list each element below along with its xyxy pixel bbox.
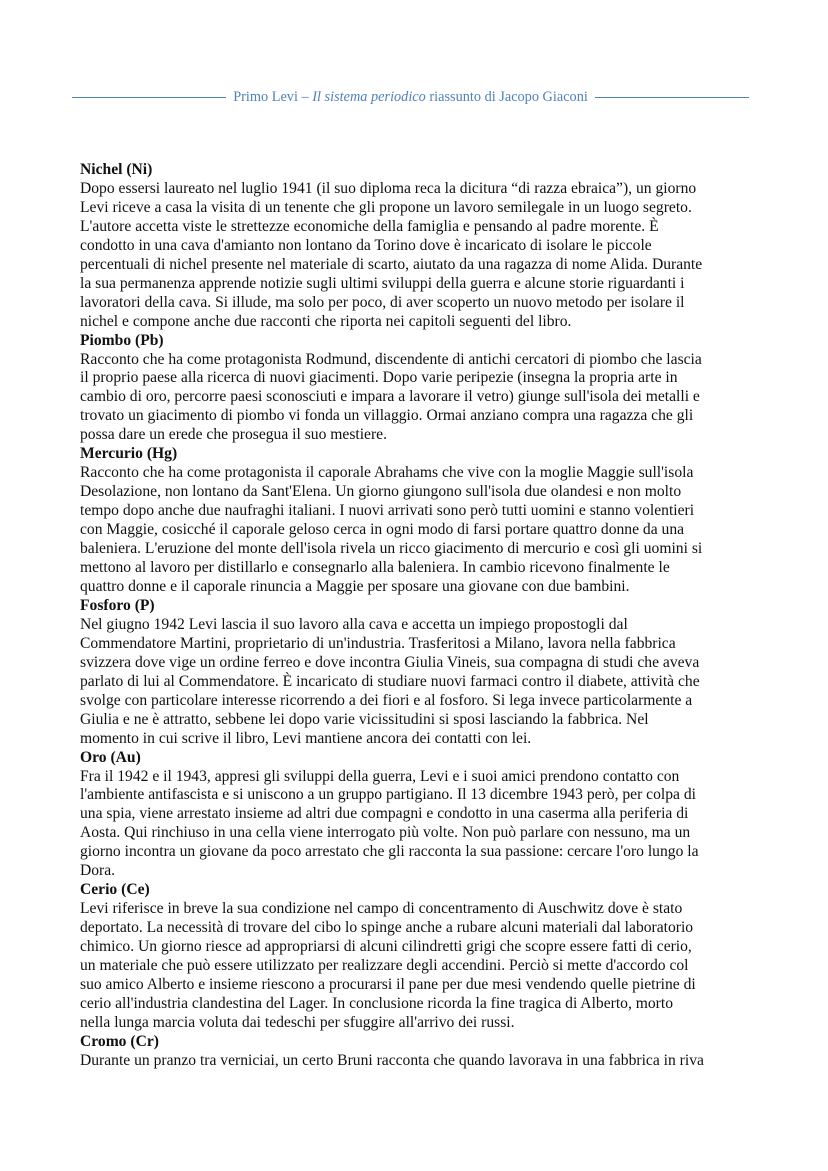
paragraph-line: chimico. Un giorno riesce ad appropriarsi di alcuni cilindretti grigi che scopre essere fatti di cerio, — [80, 938, 692, 956]
paragraph-line: momento in cui scrive il libro, Levi mantiene ancora dei contatti con lei. — [80, 729, 532, 747]
paragraph-line: Fra il 1942 e il 1943, appresi gli sviluppi della guerra, Levi e i suoi amici prendono contatto con — [80, 767, 680, 785]
header-rule-right — [595, 97, 749, 98]
chapter-heading: Fosforo (P) — [80, 596, 155, 614]
paragraph-line: condotto in una cava d'amianto non lontano da Torino dove è incaricato di isolare le piccole — [80, 236, 652, 254]
paragraph-line: mettono al lavoro per distillarlo e consegnarlo alla baleniera. In cambio ricevono finalmente le — [80, 559, 670, 577]
header-rule-left — [72, 97, 226, 98]
paragraph-line: trovato un giacimento di piombo vi fonda un villaggio. Ormai anziano compra una ragazza che gli — [80, 407, 694, 425]
paragraph-line: un materiale che può essere utilizzato per realizzare degli accendini. Perciò si mette d'accordo col — [80, 957, 689, 975]
paragraph-line: lavoratori della cava. Si illude, ma solo per poco, di aver scoperto un nuovo metodo per isolare il — [80, 293, 685, 311]
paragraph-line: Dora. — [80, 862, 116, 880]
paragraph-line: Racconto che ha come protagonista il caporale Abrahams che vive con la moglie Maggie sull'isola — [80, 464, 694, 482]
paragraph-line: giorno incontra un giovane da poco arrestato che gli racconta la sua passione: cercare l'oro lungo la — [80, 843, 699, 861]
chapter-section — [80, 1033, 760, 1071]
paragraph-line: cambio di oro, percorre paesi sconosciuti e impara a lavorare il vetro) giunge sull'isola dei metalli e — [80, 388, 700, 406]
paragraph-line: parlato di lui al Commendatore. È incaricato di studiare nuovi farmaci contro il diabete, attività che — [80, 672, 700, 690]
paragraph-line: Giulia e ne è attratto, sebbene lei dopo varie vicissitudini si sposi lasciando la fabbrica. Nel — [80, 710, 649, 728]
paragraph-line: Racconto che ha come protagonista Rodmund, discendente di antichi cercatori di piombo che lascia — [80, 350, 702, 368]
paragraph-line: tempo dopo anche due naufraghi italiani. I nuovi arrivati sono però tutti uomini e stanno volentieri — [80, 502, 695, 520]
chapter-section — [80, 332, 760, 446]
paragraph-line: nichel e compone anche due racconti che riporta nei capitoli seguenti del libro. — [80, 312, 572, 330]
header-author: Primo Levi – — [233, 89, 313, 105]
paragraph-line: Levi riceve a casa la visita di un tenente che gli propone un lavoro semilegale in un luogo segreto. — [80, 198, 692, 216]
header-book-title: Il sistema periodico — [312, 89, 426, 105]
paragraph-line: Levi riferisce in breve la sua condizione nel campo di concentramento di Auschwitz dove è stato — [80, 900, 683, 918]
paragraph-line: svizzera dove vige un ordine ferreo e dove incontra Giulia Vineis, sua compagna di studi che aveva — [80, 653, 700, 671]
running-header — [72, 89, 749, 106]
paragraph-line: Nel giugno 1942 Levi lascia il suo lavoro alla cava e accetta un impiego propostogli dal — [80, 615, 628, 633]
paragraph-line: percentuali di nichel presente nel materiale di scarto, aiutato da una ragazza di nome Alida. Durante — [80, 255, 703, 273]
chapter-section — [80, 881, 760, 1033]
chapter-heading: Cromo (Cr) — [80, 1032, 159, 1050]
paragraph-line: il proprio paese alla ricerca di nuovi giacimenti. Dopo varie peripezie (insegna la propria arte in — [80, 369, 678, 387]
paragraph-line: possa dare un erede che prosegua il suo mestiere. — [80, 426, 387, 444]
paragraph-line: deportato. La necessità di trovare del cibo lo spinge anche a rubare alcuni materiali dal laboratorio — [80, 919, 694, 937]
paragraph-line: suo amico Alberto e insieme riescono a procurarsi il pane per due mesi vendendo quelle pietrine di — [80, 975, 696, 993]
chapter-heading: Nichel (Ni) — [80, 161, 153, 178]
chapter-heading: Mercurio (Hg) — [80, 445, 178, 463]
paragraph-line: Dopo essersi laureato nel luglio 1941 (il suo diploma reca la dicitura “di razza ebraica”), un giorno — [80, 179, 697, 197]
paragraph-line: la sua permanenza apprende notizie sugli ultimi sviluppi della guerra e alcune storie riguardanti i — [80, 274, 685, 292]
chapter-heading: Oro (Au) — [80, 748, 141, 766]
paragraph-line: baleniera. L'eruzione del monte dell'isola rivela un ricco giacimento di mercurio e così gli uomini si — [80, 540, 703, 558]
chapter-heading: Piombo (Pb) — [80, 331, 164, 349]
paragraph-line: nella lunga marcia voluta dai tedeschi per sfuggire all'arrivo dei russi. — [80, 1013, 515, 1031]
paragraph-line: quattro donne e il caporale rinuncia a Maggie per sposare una giovane con due bambini. — [80, 577, 630, 595]
chapter-heading: Cerio (Ce) — [80, 881, 150, 899]
paragraph-line: l'ambiente antifascista e si uniscono a un gruppo partigiano. Il 13 dicembre 1943 però, per colpa di — [80, 786, 696, 804]
chapter-section — [80, 597, 760, 749]
chapter-section — [80, 749, 760, 882]
paragraph-line: cerio all'industria clandestina del Lager. In conclusione ricorda la fine tragica di Alberto, morto — [80, 994, 673, 1012]
header-text — [226, 89, 595, 106]
paragraph-line: una spia, viene arrestato insieme ad altri due compagni e condotto in una caserma alla periferia di — [80, 805, 689, 823]
header-suffix: riassunto di Jacopo Giaconi — [425, 89, 588, 105]
paragraph-line: svolge con particolare interesse ricorrendo a dei fiori e al fosforo. Si lega invece particolarmente a — [80, 691, 693, 709]
document-body — [80, 161, 760, 1071]
paragraph-line: Commendatore Martini, proprietario di un'industria. Trasferitosi a Milano, lavora nella fabbrica — [80, 634, 676, 652]
chapter-section — [80, 445, 760, 597]
chapter-section — [80, 161, 760, 332]
paragraph-line: Durante un pranzo tra verniciai, un certo Bruni racconta che quando lavorava in una fabbrica in riva — [80, 1051, 704, 1069]
paragraph-line: L'autore accetta viste le strettezze economiche della famiglia e pensando al padre morente. È — [80, 217, 659, 235]
paragraph-line: Desolazione, non lontano da Sant'Elena. Un giorno giungono sull'isola due olandesi e non molto — [80, 483, 682, 501]
paragraph-line: con Maggie, cosicché il caporale geloso cerca in ogni modo di farsi portare quattro donne da una — [80, 521, 685, 539]
paragraph-line: Aosta. Qui rinchiuso in una cella viene interrogato più volte. Non può parlare con nessuno, ma un — [80, 824, 691, 842]
